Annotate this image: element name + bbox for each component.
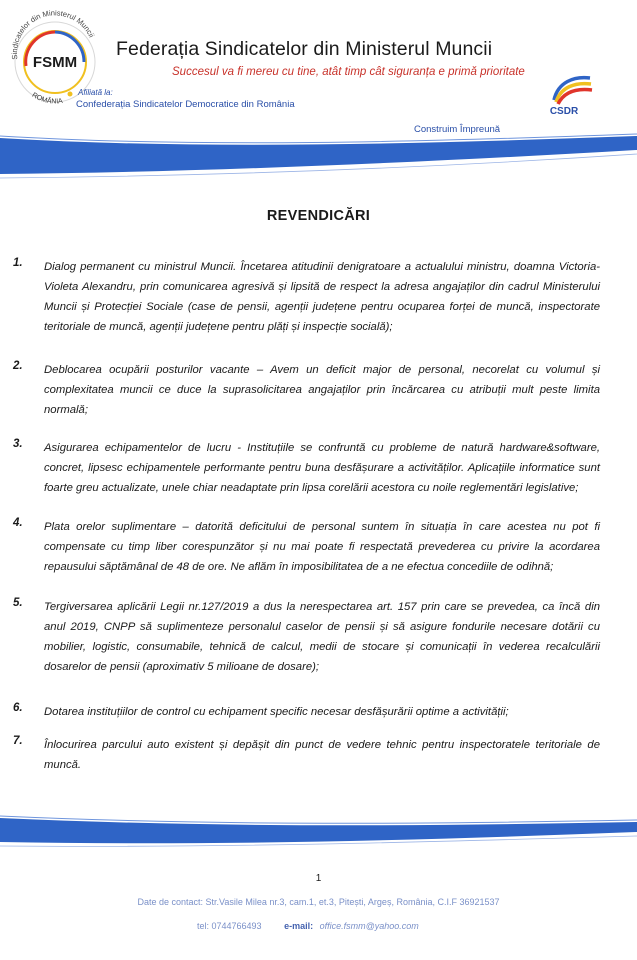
footer-wave-band xyxy=(0,812,637,850)
page-number: 1 xyxy=(315,873,322,884)
contact-address: Date de contact: Str.Vasile Milea nr.3, cam.1, et.3, Pitești, Argeș, România, C.I.F 36921537 xyxy=(137,897,500,907)
slogan: Construim Împreună xyxy=(414,124,501,135)
item-number: 2. xyxy=(13,360,23,372)
affiliation-label: Afiliată la: xyxy=(78,88,113,97)
item-number: 6. xyxy=(13,702,23,714)
item-number: 7. xyxy=(13,735,23,747)
csdr-logo-text: CSDR xyxy=(549,106,579,117)
item-text: Tergiversarea aplicării Legii nr.127/2019 a dus la nerespectarea art. 157 prin care se prevedea, ca încă din anul 2019, CNPP să suplimenteze personalul caselor de pensii și să asigure fondurile necesare dotării cu mobilier, logistic, consumabile, tehnică de calcul, medii de stocare și comunicații în vederea recalculării dosarelor de pensii (aproximativ 5 milioane de dosare); xyxy=(44,601,600,673)
contact-phone-email xyxy=(197,921,419,931)
organization-name: Federația Sindicatelor din Ministerul Muncii xyxy=(116,38,493,60)
item-text: Deblocarea ocupării posturilor vacante – Avem un deficit major de personal, necorelat cu volumul și complexitatea muncii ce duce la suprasolicitarea angajaților prin încărcarea cu atribuții mult peste limita normală; xyxy=(44,364,600,416)
item-number: 3. xyxy=(13,438,23,450)
item-text: Asigurarea echipamentelor de lucru - Instituțiile se confruntă cu probleme de natură hardware&software, concret, lipsesc echipamentele performante pentru buna desfășurare a activităților. Aplicațiile informatice sunt foarte greu actualizate, unele chiar neadaptate prin lipsa corelării acestora cu noile reglementări legislative; xyxy=(44,442,600,494)
email-label: e-mail: xyxy=(284,921,314,931)
fsmm-logo xyxy=(0,4,110,114)
csdr-logo xyxy=(534,72,594,118)
logo-ring-text: Sindicatelor din Ministerul Muncii xyxy=(9,8,97,61)
item-number: 1. xyxy=(13,257,23,269)
item-text: Înlocurirea parcului auto existent și depășit din punct de vedere tehnic pentru inspectoratele teritoriale de muncă. xyxy=(44,739,600,771)
item-text: Dialog permanent cu ministrul Muncii. Încetarea atitudinii denigratoare a actualului ministru, doamna Victoria-Violeta Alexandru, prin comunicarea agresivă și lipsită de respect la adresa angajaților din cadrul Ministerului Muncii și Protecției Sociale (case de pensii, agenții județene pentru ocuparea forței de muncă, inspectorate teritoriale de muncă, agenții județene pentru plăți și inspecție socială); xyxy=(44,261,600,333)
item-number: 4. xyxy=(13,517,23,529)
logo-text: FSMM xyxy=(32,54,78,71)
contact-phone: tel: 0744766493 xyxy=(197,921,262,931)
affiliation-organization: Confederația Sindicatelor Democratice din România xyxy=(76,99,295,110)
header-wave-band xyxy=(0,128,637,180)
document-title: REVENDICĂRI xyxy=(266,208,371,224)
logo-bottom-text: ROMÂNIA xyxy=(30,91,64,106)
item-text: Dotarea instituțiilor de control cu echipament specific necesar desfășurării optime a activității; xyxy=(44,706,509,718)
item-text: Plata orelor suplimentare – datorită deficitului de personal suntem în situația în care acestea nu pot fi compensate cu timp liber corespunzător și nu mai poate fi respectată prevederea cu privire la acordarea repausului săptămânal de 48 de ore. Ne aflăm în imposibilitatea de a ne efectua concediile de odihnă; xyxy=(44,521,600,573)
email-link[interactable]: office.fsmm@yahoo.com xyxy=(319,921,419,931)
organization-motto: Succesul va fi mereu cu tine, atât timp cât siguranța e primă prioritate xyxy=(172,66,525,78)
item-number: 5. xyxy=(13,597,23,609)
